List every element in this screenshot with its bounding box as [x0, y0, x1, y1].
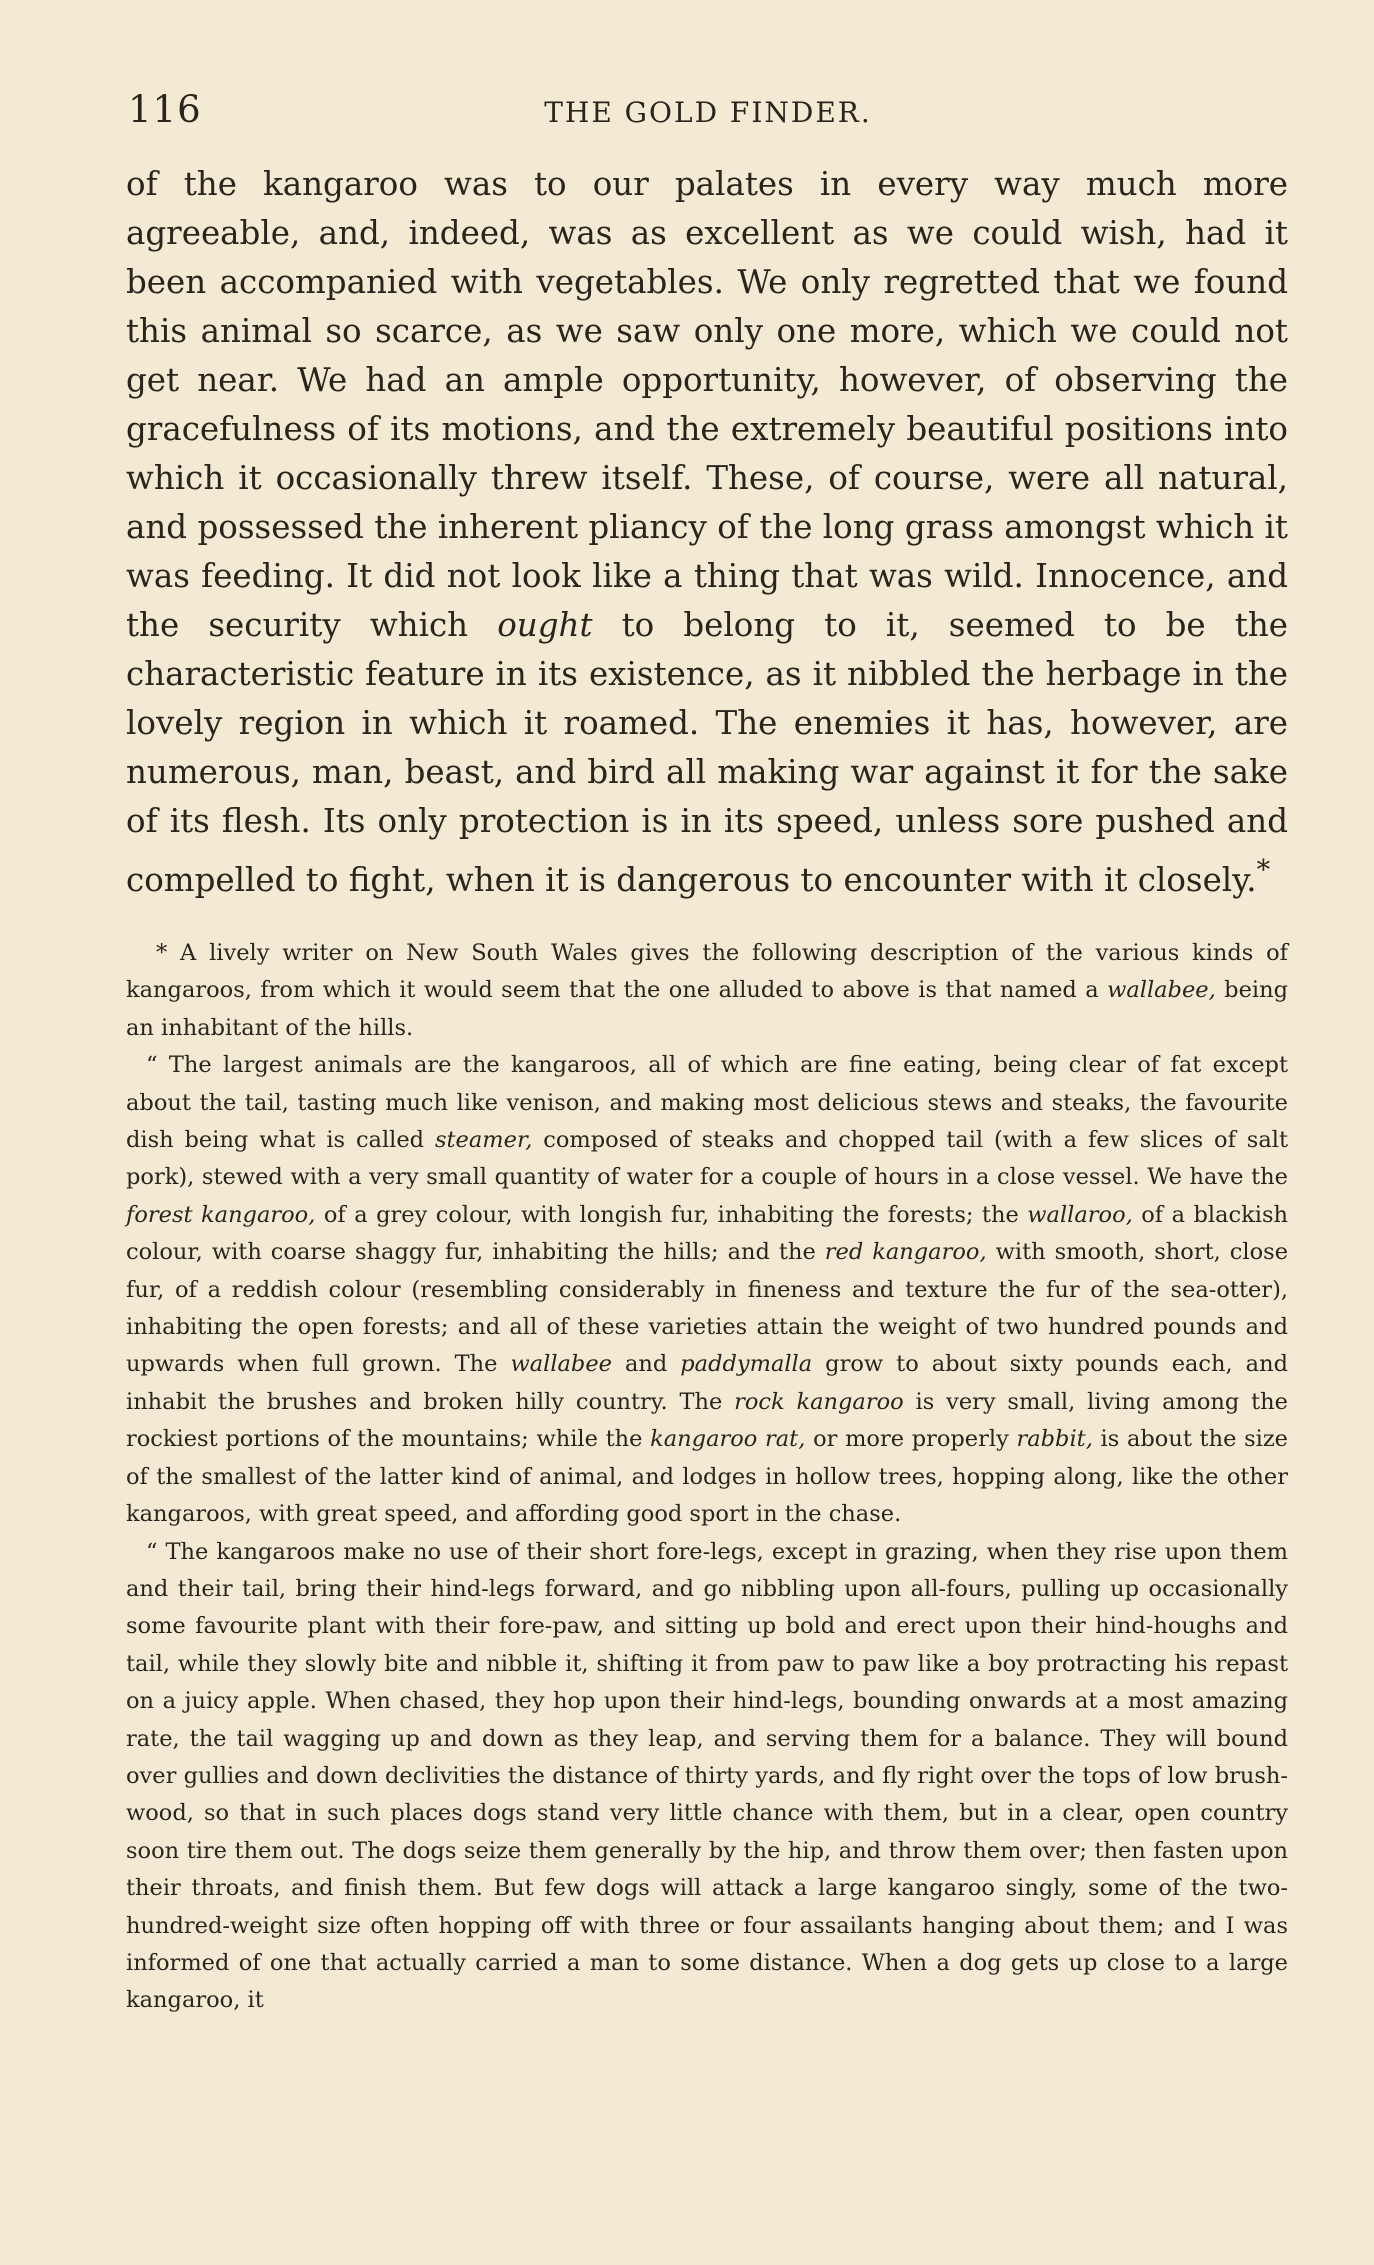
footnote — [126, 935, 1288, 2020]
running-head: THE GOLD FINDER. — [544, 96, 872, 129]
page-number: 116 — [128, 88, 202, 131]
footnote-paragraph-1: * A lively writer on New South Wales gives the following description of the various kinds of kangaroos, from which it would seem that the one alluded to above is that named a wallabee, being an inhabitant of the hills. — [126, 940, 1288, 1041]
body-paragraph: of the kangaroo was to our palates in every way much more agreeable, and, indeed, was as excellent as we could wish, had it been accompanied with vegetables. We only regretted that we found this animal so scarce, as we saw only one more, which we could not get near. We had an ample opportunity, however, of observing the gracefulness of its motions, and the extremely beautiful positions into which it occasionally threw itself. These, of course, were all natural, and possessed the inherent pliancy of the long grass amongst which it was feeding. It did not look like a thing that was wild. Innocence, and the security which ought to belong to it, seemed to be the characteristic feature in its existence, as it nibbled the herbage in the lovely region in which it roamed. The enemies it has, however, are numerous, man, beast, and bird all making war against it for the sake of its flesh. Its only protection is in its speed, unless sore pushed and compelled to fight, when it is dangerous to encounter with it closely.* — [126, 165, 1288, 899]
main-text — [126, 160, 1288, 905]
footnote-paragraph-2: “ The largest animals are the kangaroos, all of which are fine eating, being clear of fat except about the tail, tasting much like venison, and making most delicious stews and steaks, the favourite dish being what is called steamer, composed of steaks and chopped tail (with a few slices of salt pork), stewed with a very small quantity of water for a couple of hours in a close vessel. We have the forest kangaroo, of a grey colour, with longish fur, inhabiting the forests; the wallaroo, of a blackish colour, with coarse shaggy fur, inhabiting the hills; and the red kangaroo, with smooth, short, close fur, of a reddish colour (resembling considerably in fineness and texture the fur of the sea-otter), inhabiting the open forests; and all of these varieties attain the weight of two hundred pounds and upwards when full grown. The wallabee and paddymalla grow to about sixty pounds each, and inhabit the brushes and broken hilly country. The rock kangaroo is very small, living among the rockiest portions of the mountains; while the kangaroo rat, or more properly rabbit, is about the size of the smallest of the latter kind of animal, and lodges in hollow trees, hopping along, like the other kangaroos, with great speed, and affording good sport in the chase. — [126, 1052, 1289, 1528]
footnote-paragraph-3: “ The kangaroos make no use of their short fore-legs, except in grazing, when they rise upon them and their tail, bring their hind-legs forward, and go nibbling upon all-fours, pulling up occasionally some favourite plant with their fore-paw, and sitting up bold and erect upon their hind-houghs and tail, while they slowly bite and nibble it, shifting it from paw to paw like a boy protracting his repast on a juicy apple. When chased, they hop upon their hind-legs, bounding onwards at a most amazing rate, the tail wagging up and down as they leap, and serving them for a balance. They will bound over gullies and down declivities the distance of thirty yards, and fly right over the tops of low brush-wood, so that in such places dogs stand very little chance with them, but in a clear, open country soon tire them out. The dogs seize them generally by the hip, and throw them over; then fasten upon their throats, and finish them. But few dogs will attack a large kangaroo singly, some of the two-hundred-weight size often hopping off with three or four assailants hanging about them; and I was informed of one that actually carried a man to some distance. When a dog gets up close to a large kangaroo, it — [126, 1538, 1288, 2014]
page-header — [128, 88, 1288, 138]
footnote-marker: * — [1256, 855, 1271, 886]
